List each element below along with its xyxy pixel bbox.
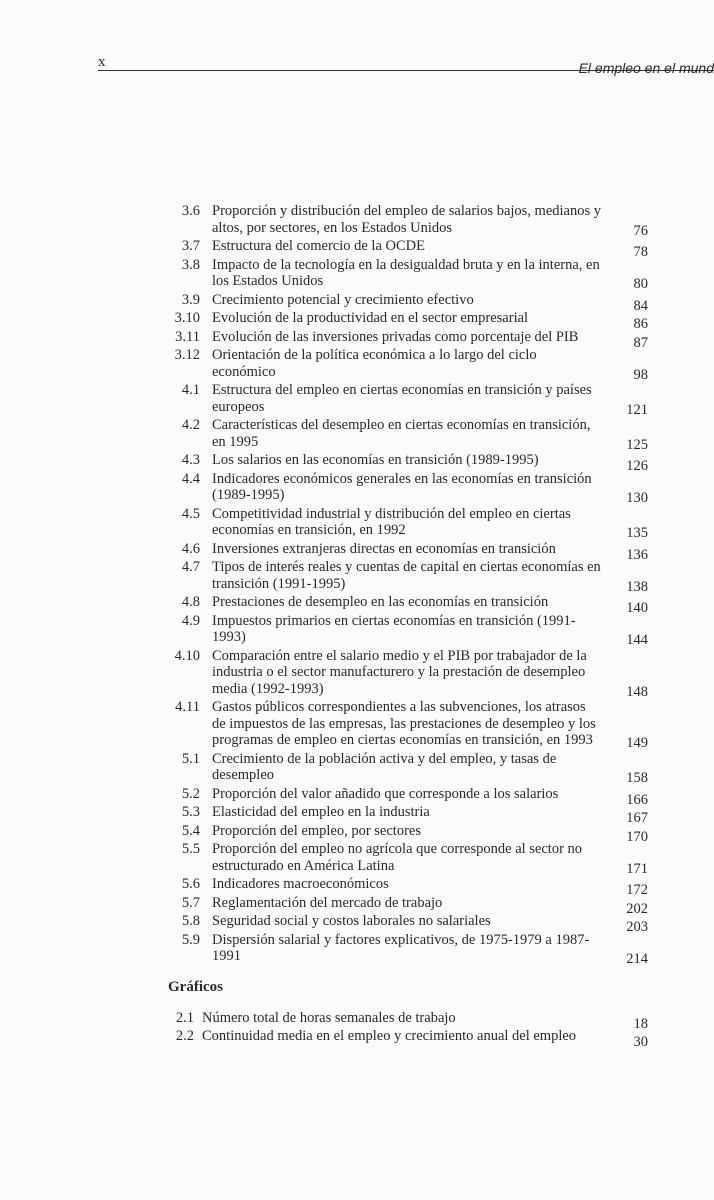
toc-entry: [168, 1009, 654, 1032]
toc-entry: [168, 382, 654, 418]
toc-entry: [168, 417, 654, 453]
entry-page: 80: [633, 276, 648, 292]
entry-page: 149: [626, 735, 648, 751]
entry-title: Tipos de interés reales y cuentas de capital en ciertas economías en transición (1991-1995): [212, 559, 601, 592]
toc-entry: [168, 841, 654, 877]
entry-number: 4.9: [181, 612, 200, 629]
entry-number: 5.3: [181, 804, 200, 820]
toc-entry: [168, 1028, 654, 1050]
entry-title: Evolución de la productividad en el sector empresarial: [212, 310, 529, 326]
toc-entry: [168, 347, 654, 383]
entry-title: Dispersión salarial y factores explicativos, de 1975-1979 a 1987-1991: [212, 931, 590, 964]
toc-entry: [168, 648, 654, 698]
running-head: [98, 52, 714, 80]
entry-page: 172: [626, 882, 648, 898]
entry-number: 4.6: [181, 540, 200, 557]
entry-title: Reglamentación del mercado de trabajo: [212, 894, 443, 911]
entry-page: 87: [633, 334, 648, 351]
entry-number: 2.1: [175, 1009, 194, 1026]
figures-list: [168, 1009, 654, 1050]
entry-title: Indicadores económicos generales en las economías en transición (1989-1995): [212, 470, 592, 503]
entry-number: 4.8: [181, 594, 200, 610]
toc-entry: [168, 894, 654, 917]
entry-title: Proporción del valor añadido que corresponde a los salarios: [212, 785, 559, 802]
entry-title: Prestaciones de desempleo en las economías en transición: [212, 594, 549, 610]
entry-number: 5.2: [181, 785, 200, 802]
entry-title: Gastos públicos correspondientes a las subvenciones, los atrasos de impuestos de las empresas, las prestaciones de desempleo y los programas de empleo en ciertas economías en transición, en 1993: [212, 699, 596, 748]
entry-page: 86: [633, 316, 648, 332]
entry-number: 3.7: [181, 238, 200, 254]
toc-entry: [168, 751, 654, 784]
toc-entry: [168, 594, 654, 616]
tables-list: [168, 203, 654, 965]
entry-number: 3.10: [174, 310, 200, 326]
table-of-contents: [168, 203, 654, 1050]
entry-page: 125: [626, 436, 648, 453]
entry-title: Proporción del empleo, por sectores: [212, 822, 421, 839]
toc-entry: [168, 310, 654, 332]
entry-number: 4.4: [181, 470, 200, 487]
entry-page: 126: [626, 458, 648, 474]
entry-page: 138: [626, 578, 648, 595]
toc-entry: [168, 559, 654, 595]
entry-title: Elasticidad del empleo en la industria: [212, 804, 430, 820]
toc-entry: [168, 613, 654, 646]
entry-page: 148: [626, 683, 648, 700]
entry-page: 84: [633, 297, 648, 314]
toc-entry: [168, 328, 654, 351]
toc-entry: [168, 822, 654, 845]
entry-number: 3.11: [175, 328, 200, 345]
entry-number: 5.4: [181, 822, 200, 839]
entry-number: 4.5: [181, 505, 200, 522]
toc-entry: [168, 291, 654, 314]
entry-number: 3.6: [181, 203, 200, 219]
entry-title: Impuestos primarios en ciertas economías en transición (1991-1993): [212, 612, 576, 645]
toc-entry: [168, 471, 654, 504]
entry-page: 203: [626, 919, 648, 935]
entry-title: Inversiones extranjeras directas en economías en transición: [212, 540, 556, 557]
entry-page: 76: [633, 222, 648, 239]
entry-page: 18: [633, 1015, 648, 1032]
toc-entry: [168, 238, 654, 260]
running-title: El empleo en el mund: [578, 60, 714, 76]
entry-page: 170: [626, 828, 648, 845]
entry-title: Características del desempleo en ciertas economías en transición, en 1995: [212, 417, 591, 450]
toc-entry: [168, 804, 654, 826]
entry-page: 98: [633, 366, 648, 383]
toc-entry: [168, 257, 654, 290]
figures-heading: Gráficos: [168, 978, 223, 995]
entry-number: 5.6: [181, 876, 200, 892]
toc-entry: [168, 876, 654, 898]
entry-number: 4.1: [181, 382, 200, 398]
entry-number: 3.12: [174, 347, 200, 363]
entry-title: Indicadores macroeconómicos: [212, 876, 389, 892]
entry-number: 4.10: [174, 647, 200, 664]
toc-entry: [168, 452, 654, 474]
entry-title: Los salarios en las economías en transición (1989-1995): [212, 452, 539, 468]
page-number: x: [98, 54, 106, 70]
toc-entry: [168, 203, 654, 239]
entry-number: 2.2: [175, 1028, 194, 1044]
entry-title: Seguridad social y costos laborales no salariales: [212, 913, 491, 929]
entry-number: 3.9: [181, 291, 200, 308]
toc-entry: [168, 506, 654, 539]
entry-title: Crecimiento potencial y crecimiento efectivo: [212, 291, 474, 308]
entry-number: 3.8: [181, 256, 200, 273]
entry-page: 171: [626, 860, 648, 877]
toc-entry: [168, 785, 654, 808]
entry-page: 130: [626, 490, 648, 506]
toc-entry: [168, 699, 654, 749]
entry-title: Orientación de la política económica a lo largo del ciclo económico: [212, 347, 537, 380]
entry-page: 202: [626, 900, 648, 917]
entry-page: 78: [633, 244, 648, 260]
entry-title: Estructura del empleo en ciertas economías en transición y países europeos: [212, 382, 592, 415]
entry-title: Comparación entre el salario medio y el PIB por trabajador de la industria o el sector manufacturero y la prestación de desempleo media (1992-1993): [212, 647, 587, 697]
entry-page: 214: [626, 951, 648, 967]
entry-page: 135: [626, 525, 648, 541]
entry-number: 5.8: [181, 913, 200, 929]
entry-page: 158: [626, 770, 648, 786]
toc-entry: [168, 932, 654, 965]
entry-number: 5.7: [181, 894, 200, 911]
entry-number: 4.11: [175, 699, 200, 715]
entry-number: 5.5: [181, 841, 200, 857]
entry-number: 5.1: [181, 750, 200, 767]
toc-entry: [168, 913, 654, 935]
entry-number: 4.3: [181, 452, 200, 468]
entry-page: 144: [626, 632, 648, 648]
entry-title: Continuidad media en el empleo y crecimiento anual del empleo: [202, 1028, 577, 1044]
entry-title: Proporción y distribución del empleo de salarios bajos, medianos y altos, por sectores, en los Estados Unidos: [212, 203, 602, 236]
entry-page: 140: [626, 600, 648, 616]
entry-title: Crecimiento de la población activa y del empleo, y tasas de desempleo: [212, 750, 557, 783]
entry-title: Evolución de las inversiones privadas como porcentaje del PIB: [212, 328, 579, 345]
entry-title: Número total de horas semanales de trabajo: [202, 1009, 456, 1026]
entry-title: Proporción del empleo no agrícola que corresponde al sector no estructurado en América Latina: [212, 841, 583, 874]
entry-number: 4.7: [181, 559, 200, 575]
entry-page: 136: [626, 546, 648, 563]
entry-page: 30: [633, 1034, 648, 1050]
toc-entry: [168, 540, 654, 563]
entry-page: 166: [626, 791, 648, 808]
entry-number: 5.9: [181, 931, 200, 948]
entry-page: 121: [626, 401, 648, 418]
entry-title: Estructura del comercio de la OCDE: [212, 238, 425, 254]
entry-number: 4.2: [181, 417, 200, 433]
entry-title: Competitividad industrial y distribución del empleo en ciertas economías en transición, en 1992: [212, 505, 571, 538]
entry-title: Impacto de la tecnología en la desigualdad bruta y en la interna, en los Estados Unidos: [212, 256, 600, 289]
entry-page: 167: [626, 810, 648, 826]
